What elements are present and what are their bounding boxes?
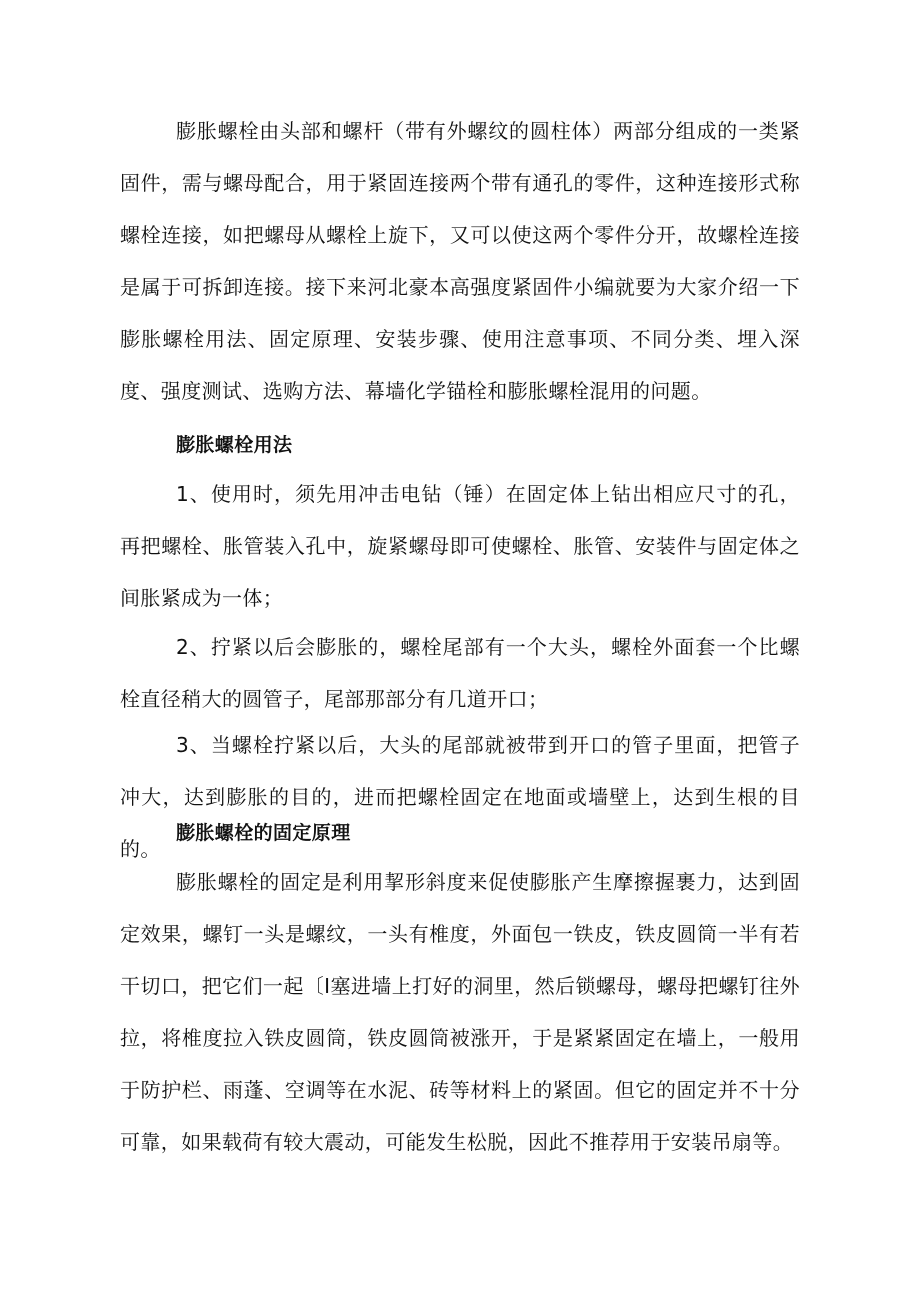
usage-item-1: 1、使用时，须先用冲击电钻（锤）在固定体上钻出相应尺寸的孔，再把螺栓、胀管装入孔中，旋紧螺母即可使螺栓、胀管、安装件与固定体之间胀紧成为一体； — [120, 482, 800, 610]
section-heading-usage: 膨胀螺栓用法 — [176, 434, 293, 456]
section-heading-principle: 膨胀螺栓的固定原理 — [176, 822, 351, 844]
intro-paragraph: 膨胀螺栓由头部和螺杆（带有外螺纹的圆柱体）两部分组成的一类紧固件，需与螺母配合，用于紧固连接两个带有通孔的零件，这种连接形式称螺栓连接，如把螺母从螺栓上旋下，又可以使这两个零件分开，故螺栓连接是属于可拆卸连接。接下来河北豪本高强度紧固件小编就要为大家介绍一下膨胀螺栓用法、固定原理、安装步骤、使用注意事项、不同分类、埋入深度、强度测试、选购方法、幕墙化学锚栓和膨胀螺栓混用的问题。 — [120, 119, 800, 403]
usage-item-2: 2、拧紧以后会膨胀的，螺栓尾部有一个大头，螺栓外面套一个比螺栓直径稍大的圆管子，尾部那部分有几道开口； — [120, 635, 800, 711]
principle-paragraph: 膨胀螺栓的固定是利用挈形斜度来促使膨胀产生摩擦握裹力，达到固定效果，螺钉一头是螺纹，一头有椎度，外面包一铁皮，铁皮圆筒一半有若干切口，把它们一起〔I塞进墙上打好的洞里，然后锁螺母，螺母把螺钉往外拉，将椎度拉入铁皮圆筒，铁皮圆筒被涨开，于是紧紧固定在墙上，一般用于防护栏、雨蓬、空调等在水泥、砖等材料上的紧固。但它的固定并不十分可靠，如果载荷有较大震动，可能发生松脱，因此不推荐用于安装吊扇等。 — [120, 870, 800, 1154]
usage-item-3: 3、当螺栓拧紧以后，大头的尾部就被带到开口的管子里面，把管子冲大，达到膨胀的目的，进而把螺栓固定在地面或墙壁上，达到生根的目的。 — [120, 733, 800, 861]
